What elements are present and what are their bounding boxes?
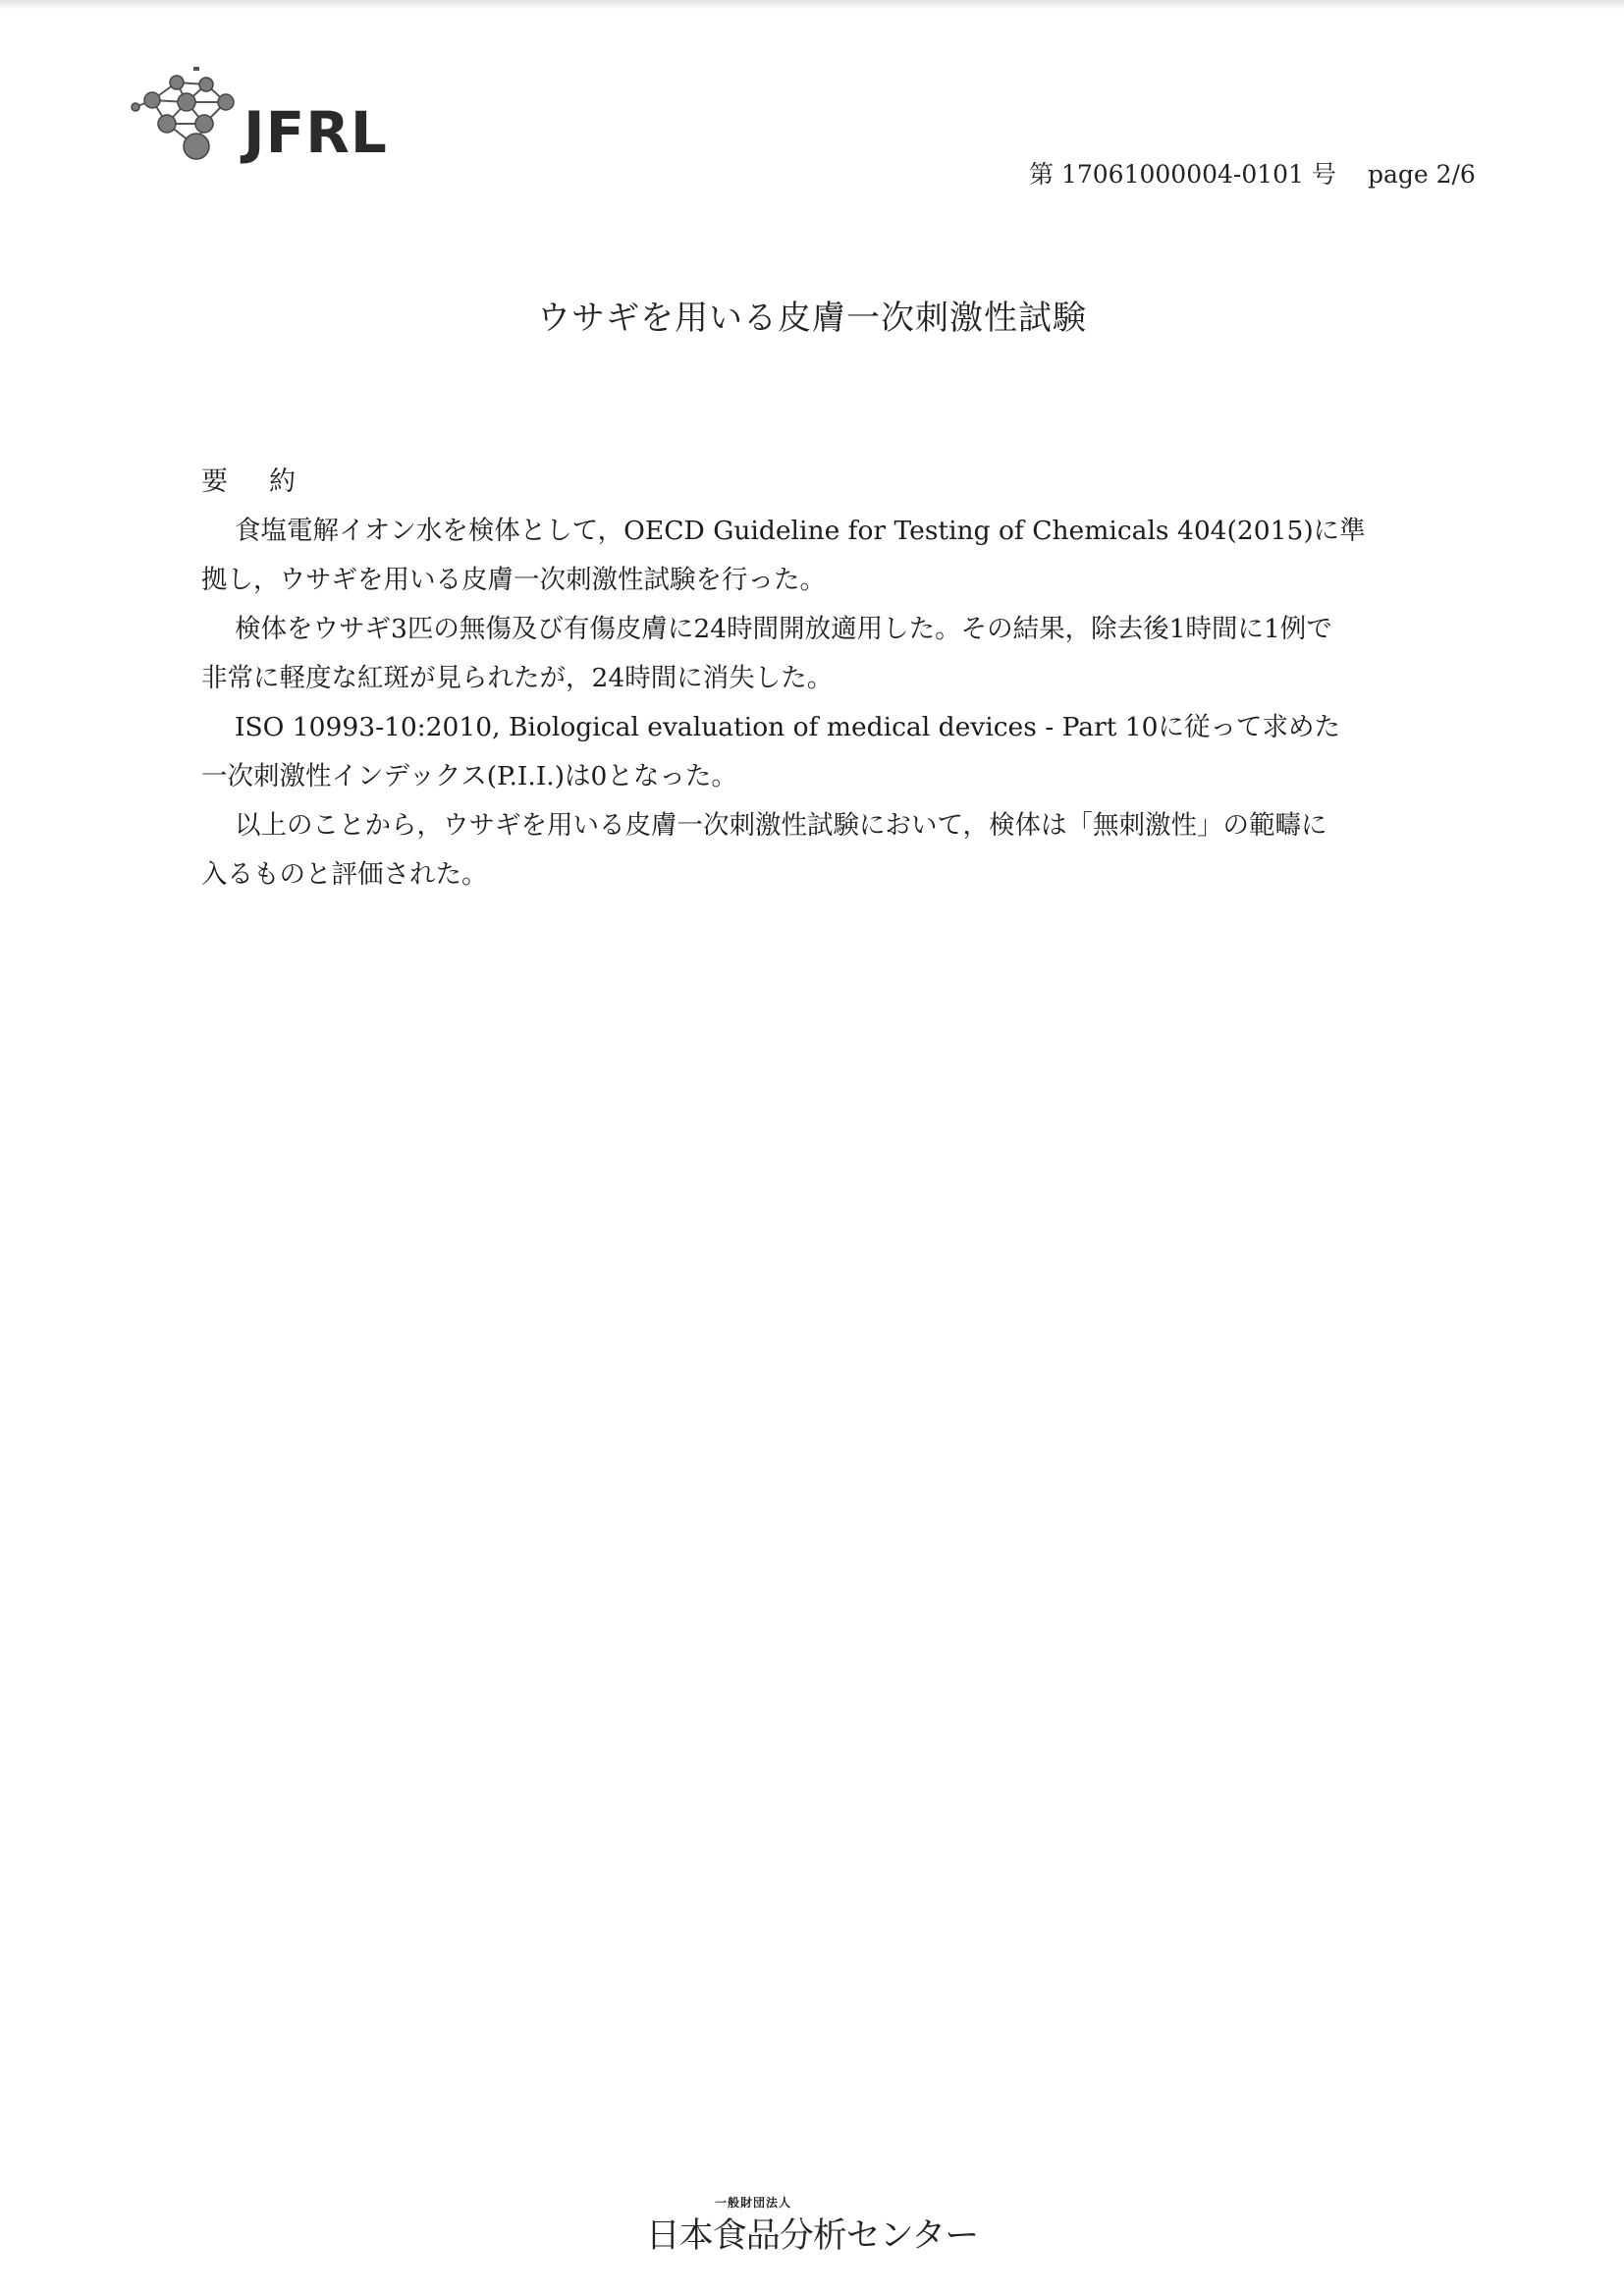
page-indicator: page 2/6	[1367, 160, 1476, 189]
summary-line: 以上のことから，ウサギを用いる皮膚一次刺激性試験において，検体は「無刺激性」の範疇に	[235, 810, 1327, 841]
document-title: ウサギを用いる皮膚一次刺激性試験	[537, 299, 1087, 338]
report-number-line	[1029, 155, 1476, 191]
molecule-logo-icon	[128, 63, 255, 171]
summary-line: 入るものと評価された。	[201, 859, 488, 890]
footer-org-type: 一般財団法人	[714, 2196, 791, 2210]
footer-organization	[0, 2194, 1624, 2258]
summary-section	[201, 460, 1517, 900]
summary-line: 食塩電解イオン水を検体として，OECD Guideline for Testing of Chemicals 404(2015)に準	[235, 516, 1366, 546]
summary-line: 拠し，ウサギを用いる皮膚一次刺激性試験を行った。	[201, 565, 826, 595]
summary-line: 一次刺激性インデックス(P.I.I.)は0となった。	[201, 761, 737, 792]
summary-line: ISO 10993-10:2010, Biological evaluation of medical devices - Part 10に従って求めた	[235, 712, 1341, 742]
jfrl-logo	[128, 63, 442, 171]
summary-heading: 要約	[201, 466, 337, 497]
logo-wordmark: JFRL	[244, 99, 388, 166]
report-number: 第 17061000004-0101 号	[1029, 160, 1336, 189]
summary-line: 非常に軽度な紅斑が見られたが，24時間に消失した。	[201, 663, 834, 693]
footer-org-name: 日本食品分析センター	[645, 2216, 979, 2256]
summary-line: 検体をウサギ3匹の無傷及び有傷皮膚に24時間開放適用した。その結果，除去後1時間に1例で	[235, 614, 1332, 644]
scan-edge	[0, 0, 1624, 10]
